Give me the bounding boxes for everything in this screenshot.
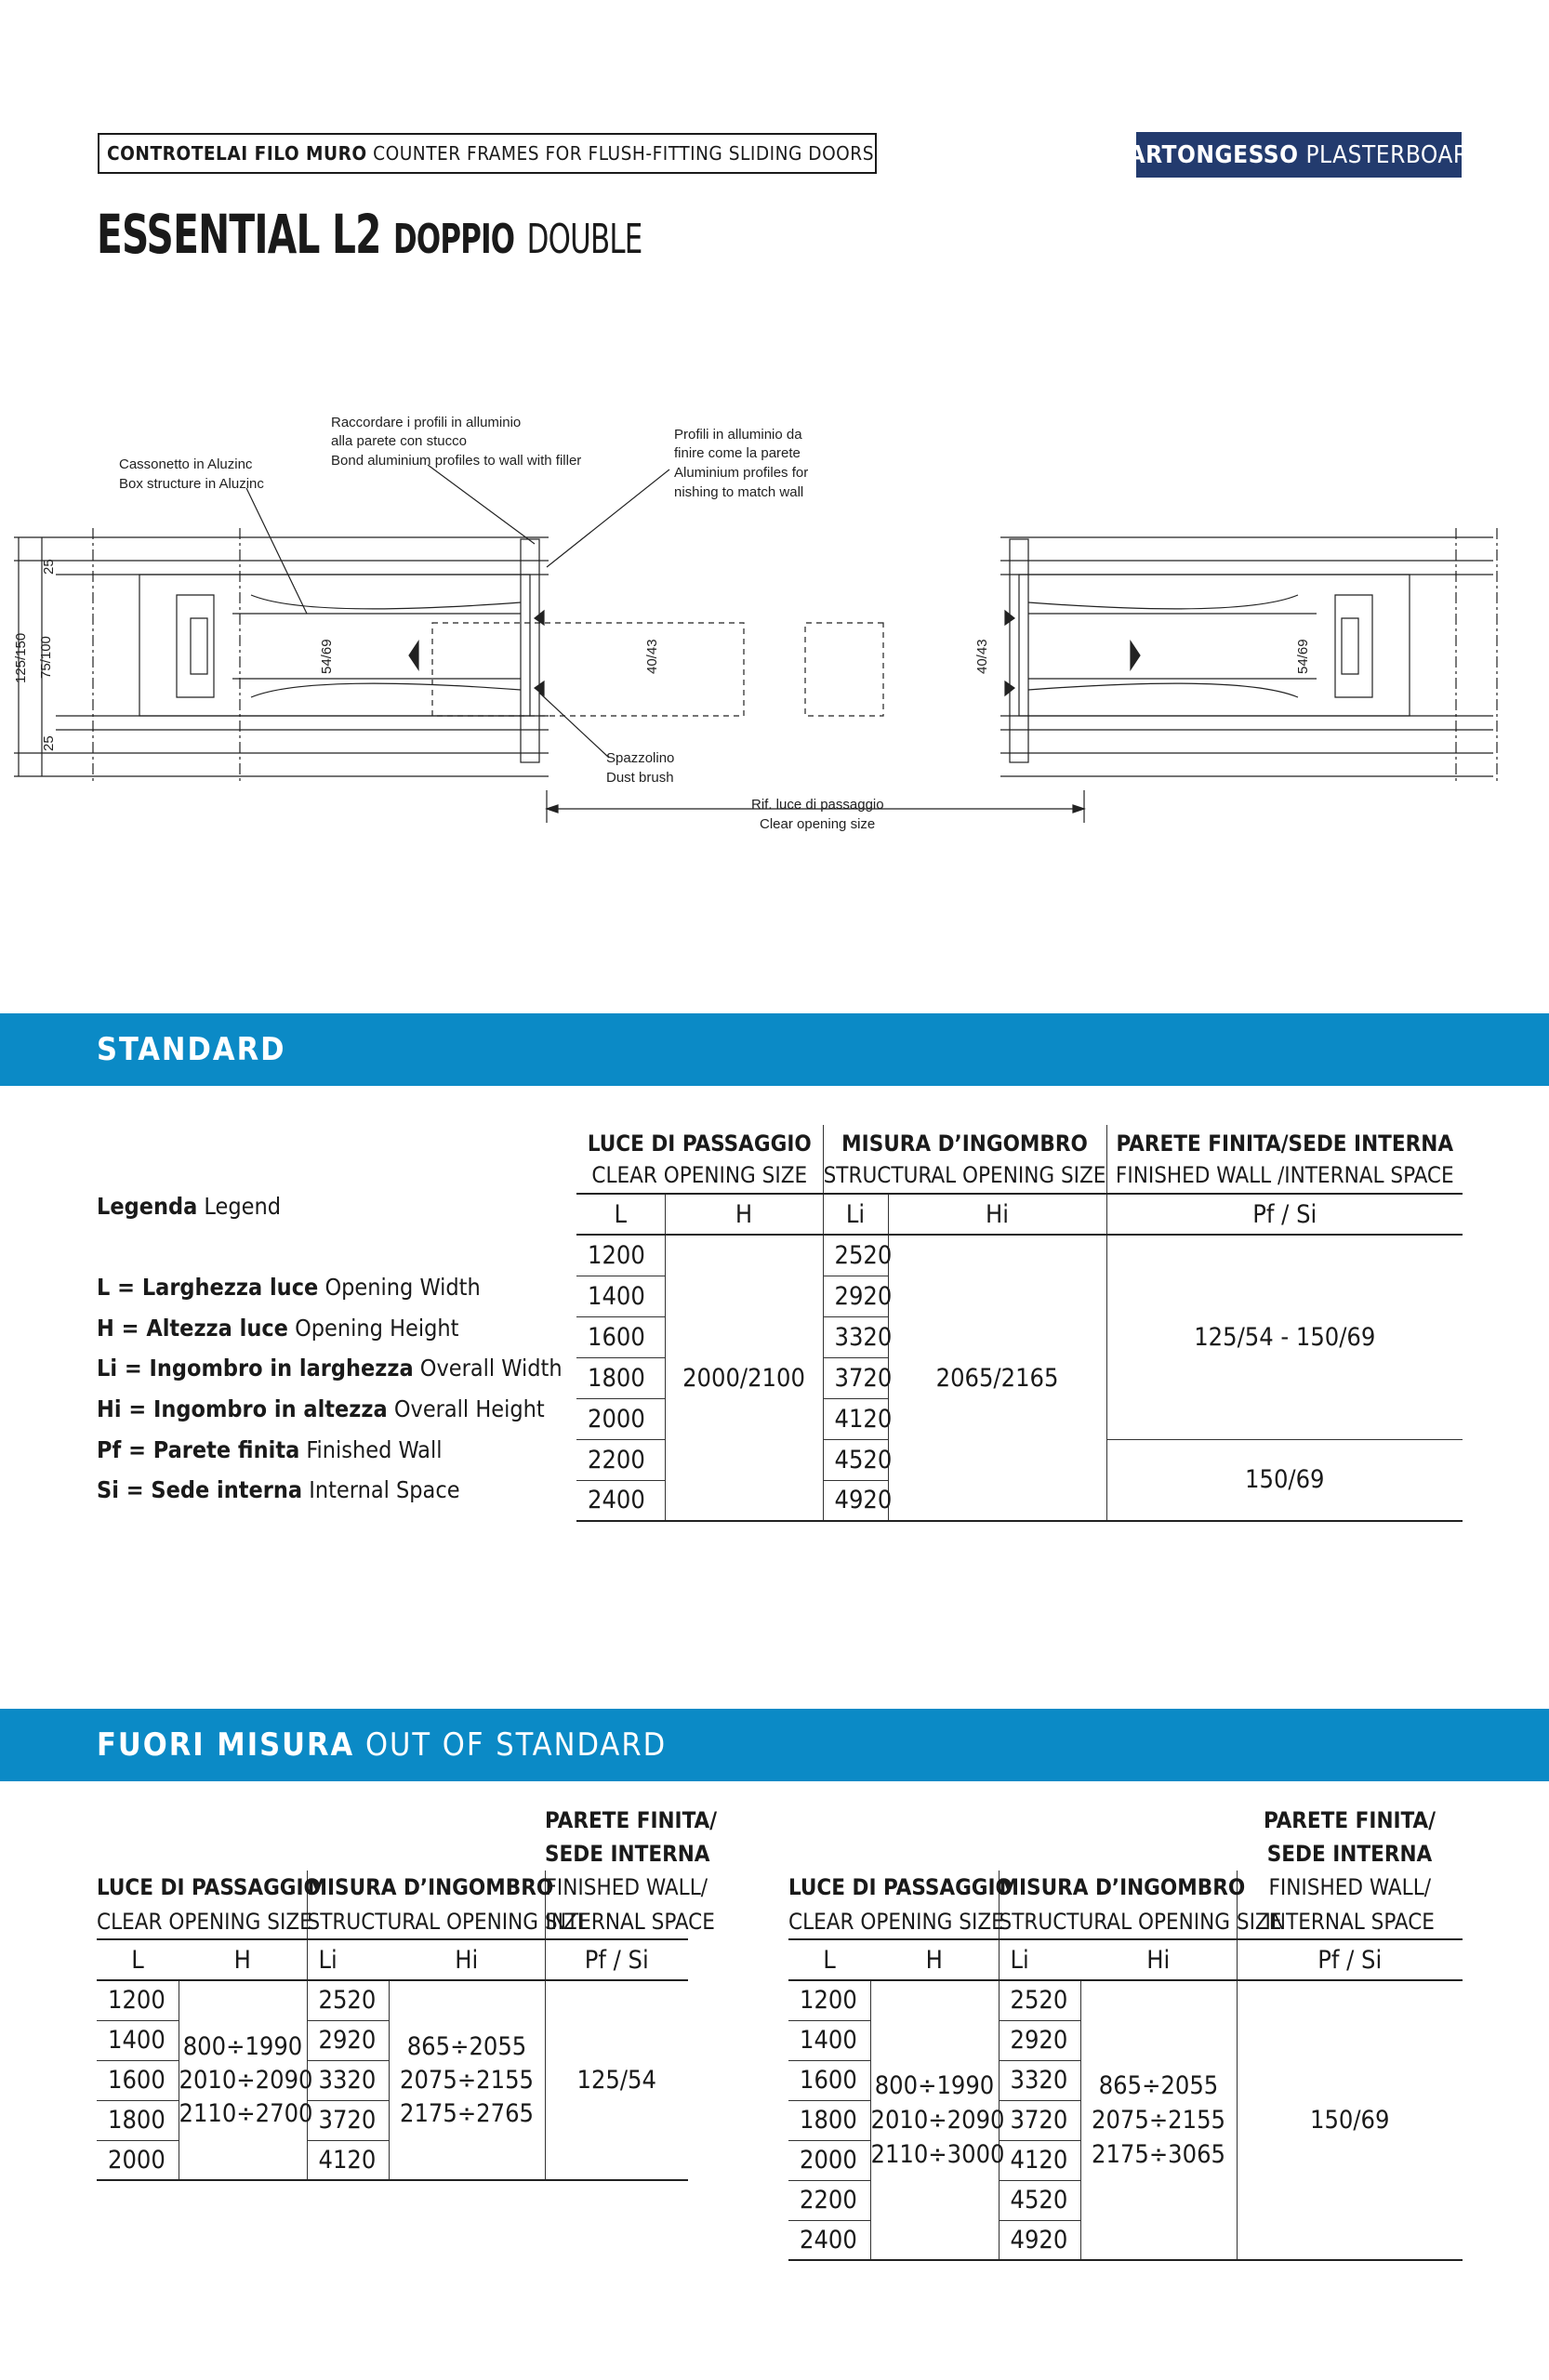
dim-total: 125/150 xyxy=(13,632,29,683)
table-cell-Li: 4120 xyxy=(307,2140,389,2180)
legend-item xyxy=(97,1274,481,1301)
table-cell-pf: 125/54 xyxy=(545,1980,688,2180)
table-cell-L: 1400 xyxy=(97,2020,179,2060)
group2-en: STRUCTURAL OPENING SIZE xyxy=(823,1161,1106,1188)
table-cell-L: 1600 xyxy=(788,2060,870,2100)
table-cell-Li: 2920 xyxy=(307,2020,389,2060)
table-cell-H: 2000/2100 xyxy=(665,1235,823,1521)
table-cell-Li: 4520 xyxy=(999,2180,1080,2220)
col-Hi: Hi xyxy=(888,1194,1106,1235)
section-diagram xyxy=(0,390,1549,846)
legend-key: Li = Ingombro in larghezza xyxy=(97,1355,414,1382)
hi-range: 865÷2055 xyxy=(406,2031,527,2061)
table-cell-L: 1400 xyxy=(788,2020,870,2060)
table-cell-L: 1600 xyxy=(97,2060,179,2100)
table-cell-Hi: 2065/2165 xyxy=(888,1235,1106,1521)
table-cell-pf-a: 125/54 - 150/69 xyxy=(1106,1235,1463,1439)
dim-left-4043: 40/43 xyxy=(644,639,660,674)
label-prof-it-2: finire come la parete xyxy=(674,445,801,461)
table-cell-Li: 2520 xyxy=(307,1980,389,2020)
table-cell-Li: 3320 xyxy=(823,1316,888,1357)
h-range: 2110÷3000 xyxy=(870,2140,1005,2169)
category-en: COUNTER FRAMES FOR FLUSH-FITTING SLIDING DOORS xyxy=(373,142,874,165)
col-L: L xyxy=(97,1939,179,1980)
title-main: ESSENTIAL L2 xyxy=(97,203,381,266)
h-range: 2010÷2090 xyxy=(179,2065,313,2095)
col-Li: Li xyxy=(999,1939,1080,1980)
table-cell-L: 2000 xyxy=(97,2140,179,2180)
legend-en: Internal Space xyxy=(309,1476,460,1503)
label-bond-en: Bond aluminium profiles to wall with filler xyxy=(331,453,582,469)
standard-banner xyxy=(0,1013,1549,1086)
label-clear-it: Rif. luce di passaggio xyxy=(751,797,884,813)
table-cell-L: 2400 xyxy=(576,1480,665,1521)
table-cell-L: 2000 xyxy=(576,1398,665,1439)
oos-g3-en1: FINISHED WALL/ xyxy=(1268,1874,1431,1900)
group-finished-wall xyxy=(1106,1125,1463,1194)
dim-25-bottom: 25 xyxy=(41,735,57,751)
badge-it: CARTONGESSO xyxy=(1111,140,1299,169)
table-cell-L: 1400 xyxy=(576,1276,665,1316)
legend-item xyxy=(97,1476,460,1503)
col-Hi: Hi xyxy=(1080,1939,1237,1980)
oos-banner-it: FUORI MISURA xyxy=(97,1726,355,1764)
legend-key: L = Larghezza luce xyxy=(97,1274,319,1301)
oos-g3-it1: PARETE FINITA/ xyxy=(545,1807,718,1833)
table-cell-pf: 150/69 xyxy=(1237,1980,1463,2260)
col-Li: Li xyxy=(823,1194,888,1235)
h-range: 800÷1990 xyxy=(182,2031,303,2061)
page-title xyxy=(97,203,642,266)
label-brush-it: Spazzolino xyxy=(606,750,675,766)
category-it: CONTROTELAI FILO MURO xyxy=(107,142,367,165)
col-H: H xyxy=(870,1939,999,1980)
legend-title xyxy=(97,1193,281,1220)
dim-inner: 75/100 xyxy=(38,636,54,679)
oos-g2-en: STRUCTURAL OPENING SIZE xyxy=(307,1904,545,1939)
oos-g2-it: MISURA D’INGOMBRO xyxy=(999,1871,1237,1904)
table-cell-L: 1200 xyxy=(576,1235,665,1276)
label-prof-it-1: Profili in alluminio da xyxy=(674,427,802,443)
table-cell-L: 1200 xyxy=(788,1980,870,2020)
oos-g1-en: CLEAR OPENING SIZE xyxy=(97,1904,307,1939)
dim-left-5469: 54/69 xyxy=(319,639,335,674)
col-L: L xyxy=(788,1939,870,1980)
table-cell-L: 1800 xyxy=(788,2100,870,2140)
h-range: 800÷1990 xyxy=(874,2071,995,2100)
oos-g3-en2: INTERNAL SPACE xyxy=(545,1908,715,1935)
legend-item xyxy=(97,1315,458,1342)
col-PfSi: Pf / Si xyxy=(1237,1939,1463,1980)
left-wall xyxy=(56,528,744,781)
table-cell-Li: 4920 xyxy=(823,1480,888,1521)
dim-right-4043: 40/43 xyxy=(974,639,990,674)
table-cell-Li: 2920 xyxy=(823,1276,888,1316)
oos-g1-it: LUCE DI PASSAGGIO xyxy=(788,1871,999,1904)
oos-g1-en: CLEAR OPENING SIZE xyxy=(788,1904,999,1939)
legend-title-en: Legend xyxy=(204,1193,281,1220)
badge-en: PLASTERBOARD xyxy=(1305,140,1487,169)
group-clear-opening xyxy=(576,1125,823,1194)
table-cell-L: 2200 xyxy=(788,2180,870,2220)
group2-it: MISURA D’INGOMBRO xyxy=(841,1130,1088,1157)
out-of-standard-banner xyxy=(0,1709,1549,1781)
table-cell-Li: 2520 xyxy=(823,1235,888,1276)
title-it: DOPPIO xyxy=(393,216,515,263)
group-structural-opening xyxy=(823,1125,1106,1194)
table-cell-Li: 3320 xyxy=(999,2060,1080,2100)
group3-en: FINISHED WALL /INTERNAL SPACE xyxy=(1115,1161,1454,1188)
dim-right-5469: 54/69 xyxy=(1295,639,1311,674)
table-cell-L: 2200 xyxy=(576,1439,665,1480)
category-header xyxy=(98,133,877,174)
label-clear-en: Clear opening size xyxy=(760,816,876,832)
table-cell-Li: 2520 xyxy=(999,1980,1080,2020)
label-box-it: Cassonetto in Aluzinc xyxy=(119,456,253,472)
h-range: 2010÷2090 xyxy=(870,2106,1005,2135)
table-cell-Li: 4120 xyxy=(999,2140,1080,2180)
oos-g2-en: STRUCTURAL OPENING SIZE xyxy=(999,1904,1237,1939)
label-box-en: Box structure in Aluzinc xyxy=(119,476,264,492)
table-cell-Li: 4120 xyxy=(823,1398,888,1439)
legend-item xyxy=(97,1355,563,1382)
table-cell-Li: 3720 xyxy=(307,2100,389,2140)
table-cell-Li: 4520 xyxy=(823,1439,888,1480)
table-cell-H xyxy=(179,1980,313,2180)
table-cell-L: 1800 xyxy=(576,1357,665,1398)
col-Li: Li xyxy=(307,1939,389,1980)
oos-g2-it: MISURA D’INGOMBRO xyxy=(307,1871,545,1904)
table-cell-Hi xyxy=(389,1980,545,2180)
col-Hi: Hi xyxy=(389,1939,545,1980)
legend-item xyxy=(97,1436,442,1463)
standard-table xyxy=(576,1125,1463,1522)
oos-table-left xyxy=(97,1804,718,2181)
right-wall xyxy=(805,528,1497,781)
oos-g3-en2: INTERNAL SPACE xyxy=(1264,1908,1435,1935)
title-en: DOUBLE xyxy=(526,216,642,263)
oos-banner-en: OUT OF STANDARD xyxy=(364,1726,668,1764)
label-prof-en-2: nishing to match wall xyxy=(674,484,804,500)
oos-table-right xyxy=(788,1804,1463,2261)
label-bond-it-1: Raccordare i profili in alluminio xyxy=(331,415,522,430)
col-PfSi: Pf / Si xyxy=(1106,1194,1463,1235)
label-brush-en: Dust brush xyxy=(606,770,674,786)
oos-g1-it: LUCE DI PASSAGGIO xyxy=(97,1871,307,1904)
col-L: L xyxy=(576,1194,665,1235)
legend-title-it: Legenda xyxy=(97,1193,198,1220)
col-H: H xyxy=(665,1194,823,1235)
category-badge xyxy=(1111,132,1487,178)
label-bond-it-2: alla parete con stucco xyxy=(331,433,467,449)
group1-en: CLEAR OPENING SIZE xyxy=(591,1161,808,1188)
table-cell-Li: 4920 xyxy=(999,2220,1080,2260)
legend-en: Opening Height xyxy=(295,1315,459,1342)
h-range: 2110÷2700 xyxy=(179,2098,313,2128)
legend-en: Overall Width xyxy=(419,1355,563,1382)
legend-item xyxy=(97,1395,545,1422)
oos-g3-it2: SEDE INTERNA xyxy=(545,1841,710,1867)
table-cell-Li: 3720 xyxy=(823,1357,888,1398)
table-cell-L: 1800 xyxy=(97,2100,179,2140)
standard-banner-text: STANDARD xyxy=(97,1031,286,1068)
legend-key: H = Altezza luce xyxy=(97,1315,288,1342)
dim-25-top: 25 xyxy=(41,559,57,575)
hi-range: 865÷2055 xyxy=(1098,2071,1219,2100)
table-cell-Hi xyxy=(1080,1980,1237,2260)
group1-it: LUCE DI PASSAGGIO xyxy=(587,1130,812,1157)
label-prof-en-1: Aluminium profiles for xyxy=(674,465,809,481)
hi-range: 2075÷2155 xyxy=(1092,2106,1225,2135)
oos-g3-it2: SEDE INTERNA xyxy=(1266,1841,1433,1867)
table-cell-Li: 2920 xyxy=(999,2020,1080,2060)
legend-en: Opening Width xyxy=(324,1274,481,1301)
table-cell-Li: 3320 xyxy=(307,2060,389,2100)
oos-g3-it1: PARETE FINITA/ xyxy=(1263,1807,1436,1833)
table-cell-H xyxy=(870,1980,1005,2260)
table-cell-Li: 3720 xyxy=(999,2100,1080,2140)
col-H: H xyxy=(179,1939,307,1980)
hi-range: 2175÷3065 xyxy=(1092,2140,1225,2169)
oos-g3-en1: FINISHED WALL/ xyxy=(545,1874,708,1900)
hi-range: 2075÷2155 xyxy=(400,2065,534,2095)
legend-key: Hi = Ingombro in altezza xyxy=(97,1395,388,1422)
legend-en: Finished Wall xyxy=(306,1436,443,1463)
legend-key: Si = Sede interna xyxy=(97,1476,303,1503)
table-cell-L: 1600 xyxy=(576,1316,665,1357)
table-cell-L: 2000 xyxy=(788,2140,870,2180)
legend-key: Pf = Parete finita xyxy=(97,1436,300,1463)
col-PfSi: Pf / Si xyxy=(545,1939,688,1980)
group3-it: PARETE FINITA/SEDE INTERNA xyxy=(1116,1130,1454,1157)
table-cell-L: 2400 xyxy=(788,2220,870,2260)
hi-range: 2175÷2765 xyxy=(400,2098,534,2128)
table-cell-L: 1200 xyxy=(97,1980,179,2020)
table-cell-pf-b: 150/69 xyxy=(1106,1439,1463,1521)
legend-en: Overall Height xyxy=(393,1395,545,1422)
